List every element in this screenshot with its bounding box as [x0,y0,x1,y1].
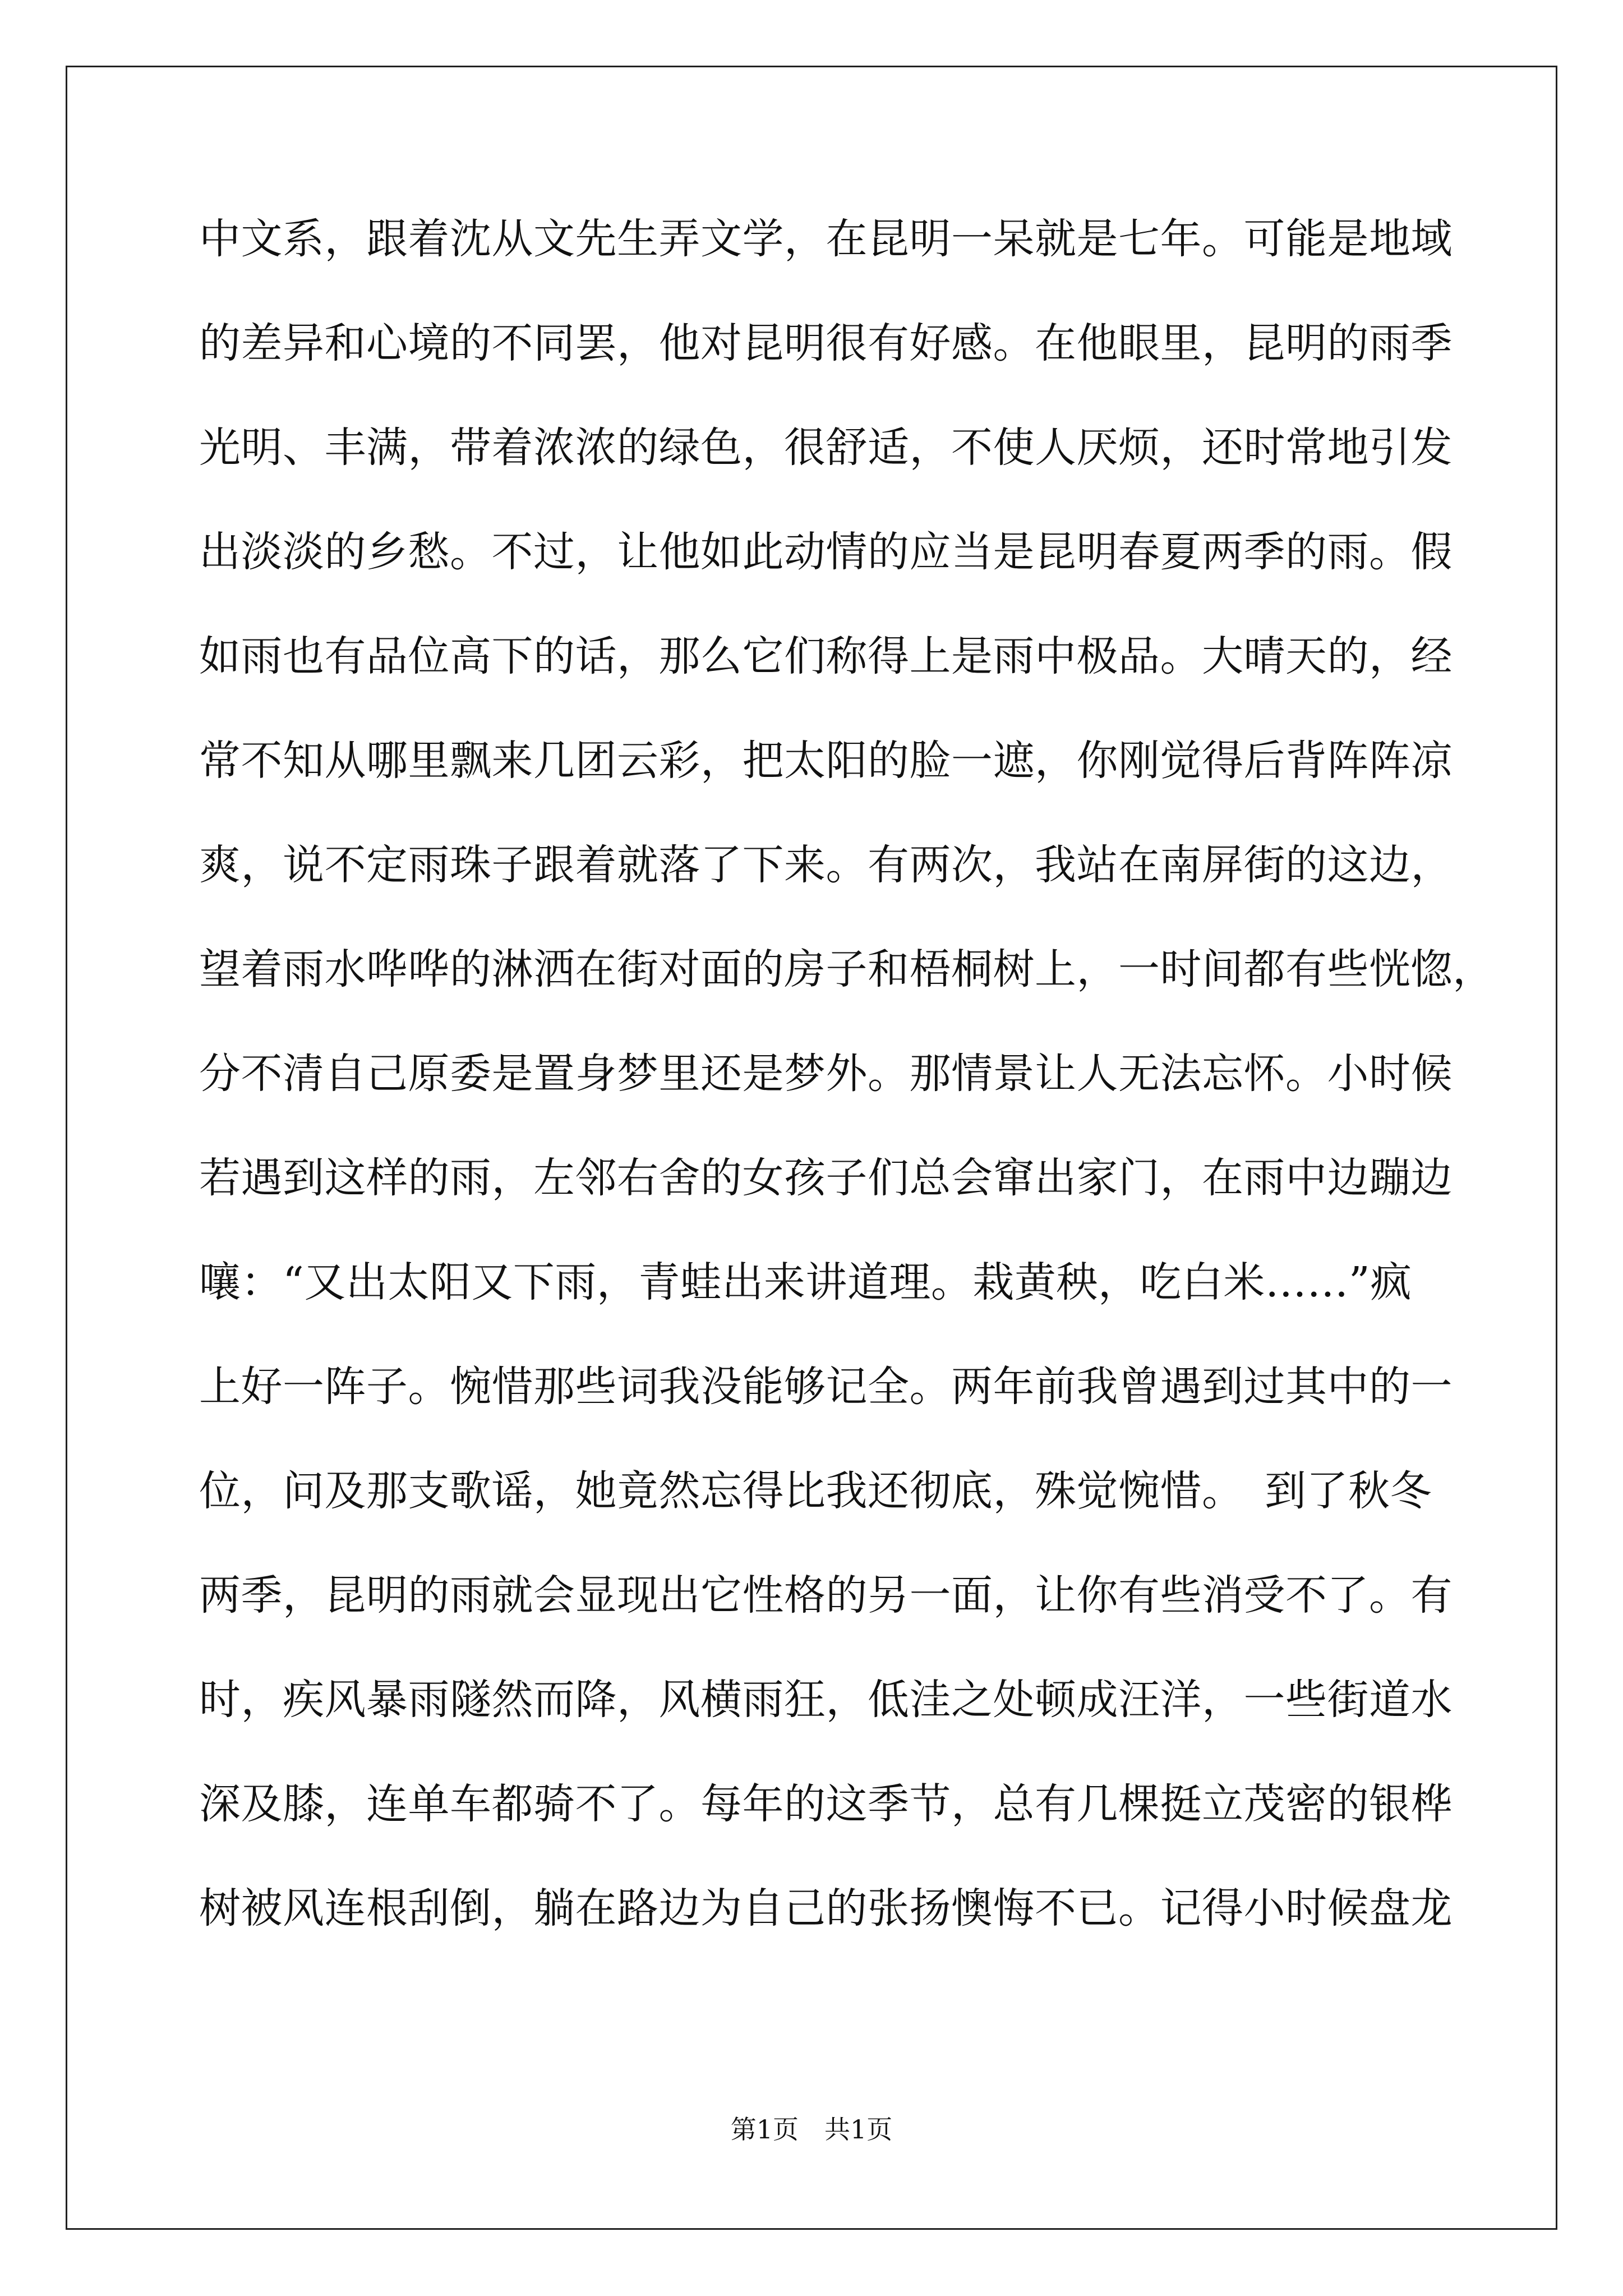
document-body [199,215,1495,1990]
text-line: 时，疾风暴雨隧然而降，风横雨狂，低洼之处顿成汪洋，一些街道水 [199,1676,1453,1724]
text-line: 位，问及那支歌谣，她竟然忘得比我还彻底，殊觉惋惜。 到了秋冬 [199,1467,1432,1515]
text-line: 光明、丰满，带着浓浓的绿色，很舒适，不使人厌烦，还时常地引发 [199,424,1453,472]
text-line: 嚷：“又出太阳又下雨，青蛙出来讲道理。栽黄秧，吃白米……”疯 [199,1258,1412,1306]
text-line: 树被风连根刮倒，躺在路边为自己的张扬懊悔不已。记得小时候盘龙 [199,1884,1453,1932]
text-line: 如雨也有品位高下的话，那么它们称得上是雨中极品。大晴天的，经 [199,632,1453,680]
text-line: 出淡淡的乡愁。不过，让他如此动情的应当是昆明春夏两季的雨。假 [199,528,1453,576]
text-line: 中文系，跟着沈从文先生弄文学，在昆明一呆就是七年。可能是地域 [199,215,1453,263]
page-footer: 第1页 共1页 [730,2114,893,2145]
text-line: 上好一阵子。惋惜那些词我没能够记全。两年前我曾遇到过其中的一 [199,1363,1453,1411]
text-line: 爽，说不定雨珠子跟着就落了下来。有两次，我站在南屏街的这边， [199,841,1453,889]
text-line: 两季，昆明的雨就会显现出它性格的另一面，让你有些消受不了。有 [199,1571,1453,1619]
text-line: 常不知从哪里飘来几团云彩，把太阳的脸一遮，你刚觉得后背阵阵凉 [199,737,1453,785]
text-line: 深及膝，连单车都骑不了。每年的这季节，总有几棵挺立茂密的银桦 [199,1780,1453,1828]
text-line: 的差异和心境的不同罢，他对昆明很有好感。在他眼里，昆明的雨季 [199,319,1453,367]
text-line: 分不清自己原委是置身梦里还是梦外。那情景让人无法忘怀。小时候 [199,1050,1453,1098]
text-line: 若遇到这样的雨，左邻右舍的女孩子们总会窜出家门，在雨中边蹦边 [199,1154,1453,1202]
text-line: 望着雨水哗哗的淋洒在街对面的房子和梧桐树上，一时间都有些恍惚， [199,945,1495,993]
